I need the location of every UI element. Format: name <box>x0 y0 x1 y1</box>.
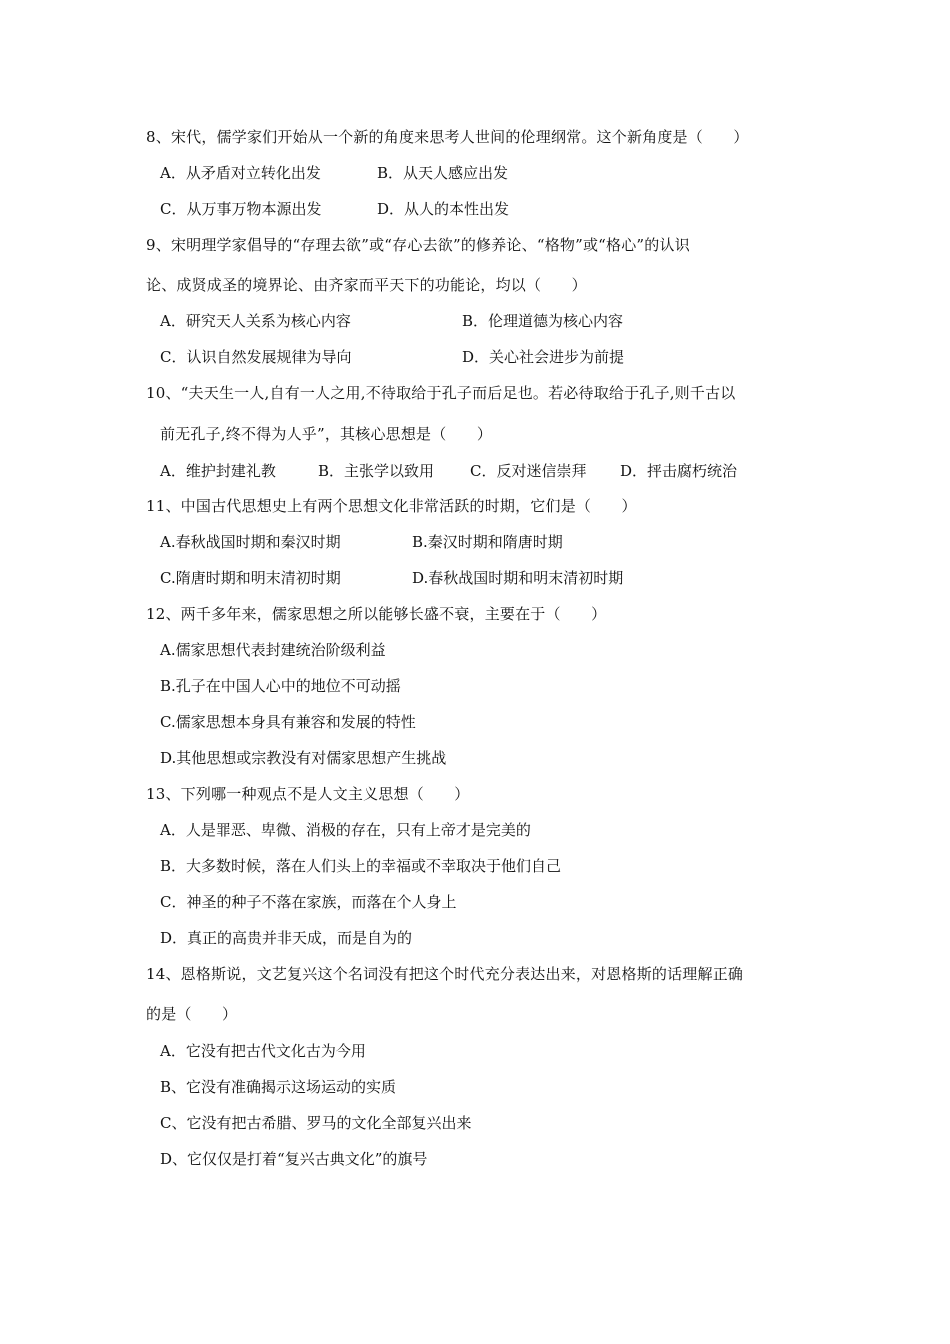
question-11-option-d: D.春秋战国时期和明末清初时期 <box>412 569 624 587</box>
question-12-option-c: C.儒家思想本身具有兼容和发展的特性 <box>160 713 416 731</box>
question-14-stem-line-2: 的是（ ） <box>146 1005 238 1023</box>
question-12-option-b: B.孔子在中国人心中的地位不可动摇 <box>160 677 401 695</box>
question-11-stem: 11、中国古代思想史上有两个思想文化非常活跃的时期，它们是（ ） <box>146 497 637 515</box>
question-11-option-a: A.春秋战国时期和秦汉时期 <box>160 533 341 551</box>
question-8-option-b: B．从天人感应出发 <box>377 164 509 182</box>
question-10-option-c: C．反对迷信崇拜 <box>470 462 587 480</box>
question-8-option-c: C．从万事万物本源出发 <box>160 200 322 218</box>
question-14-option-c: C、它没有把古希腊、罗马的文化全部复兴出来 <box>160 1114 472 1132</box>
question-14-stem-line-1: 14、恩格斯说，文艺复兴这个名词没有把这个时代充分表达出来，对恩格斯的话理解正确 <box>146 965 744 983</box>
question-11-option-c: C.隋唐时期和明末清初时期 <box>160 569 341 587</box>
question-10-stem-line-1: 10、“夫天生一人,自有一人之用,不待取给于孔子而后足也。若必待取给于孔子,则千古以 <box>146 384 736 402</box>
question-14-option-b: B、它没有准确揭示这场运动的实质 <box>160 1078 397 1096</box>
question-10-stem-line-2: 前无孔子,终不得为人乎”，其核心思想是（ ） <box>160 425 493 443</box>
question-9-option-a: A．研究天人关系为核心内容 <box>160 312 351 330</box>
question-12-option-a: A.儒家思想代表封建统治阶级利益 <box>160 641 386 659</box>
question-14-option-d: D、它仅仅是打着“复兴古典文化”的旗号 <box>160 1150 428 1168</box>
question-14-option-a: A．它没有把古代文化古为今用 <box>160 1042 366 1060</box>
question-12-option-d: D.其他思想或宗教没有对儒家思想产生挑战 <box>160 749 447 767</box>
question-9-option-c: C．认识自然发展规律为导向 <box>160 348 352 366</box>
question-13-option-d: D．真正的高贵并非天成，而是自为的 <box>160 929 413 947</box>
question-8-stem: 8、宋代，儒学家们开始从一个新的角度来思考人世间的伦理纲常。这个新角度是（ ） <box>146 128 749 146</box>
question-8-option-d: D．从人的本性出发 <box>377 200 510 218</box>
question-12-stem: 12、两千多年来，儒家思想之所以能够长盛不衰，主要在于（ ） <box>146 605 607 623</box>
question-10-option-d: D．抨击腐朽统治 <box>620 462 738 480</box>
question-9-option-b: B．伦理道德为核心内容 <box>462 312 624 330</box>
question-9-option-d: D．关心社会进步为前提 <box>462 348 625 366</box>
question-13-stem: 13、下列哪一种观点不是人文主义思想（ ） <box>146 785 470 803</box>
question-13-option-c: C．神圣的种子不落在家族，而落在个人身上 <box>160 893 457 911</box>
question-10-option-b: B．主张学以致用 <box>318 462 435 480</box>
question-11-option-b: B.秦汉时期和隋唐时期 <box>412 533 563 551</box>
question-10-option-a: A．维护封建礼教 <box>160 462 276 480</box>
question-9-stem-line-1: 9、宋明理学家倡导的“存理去欲”或“存心去欲”的修养论、“格物”或“格心”的认识 <box>146 236 690 254</box>
question-9-stem-line-2: 论、成贤成圣的境界论、由齐家而平天下的功能论，均以（ ） <box>146 276 587 294</box>
question-13-option-a: A．人是罪恶、卑微、消极的存在，只有上帝才是完美的 <box>160 821 531 839</box>
question-8-option-a: A．从矛盾对立转化出发 <box>160 164 321 182</box>
question-13-option-b: B．大多数时候，落在人们头上的幸福或不幸取决于他们自己 <box>160 857 562 875</box>
